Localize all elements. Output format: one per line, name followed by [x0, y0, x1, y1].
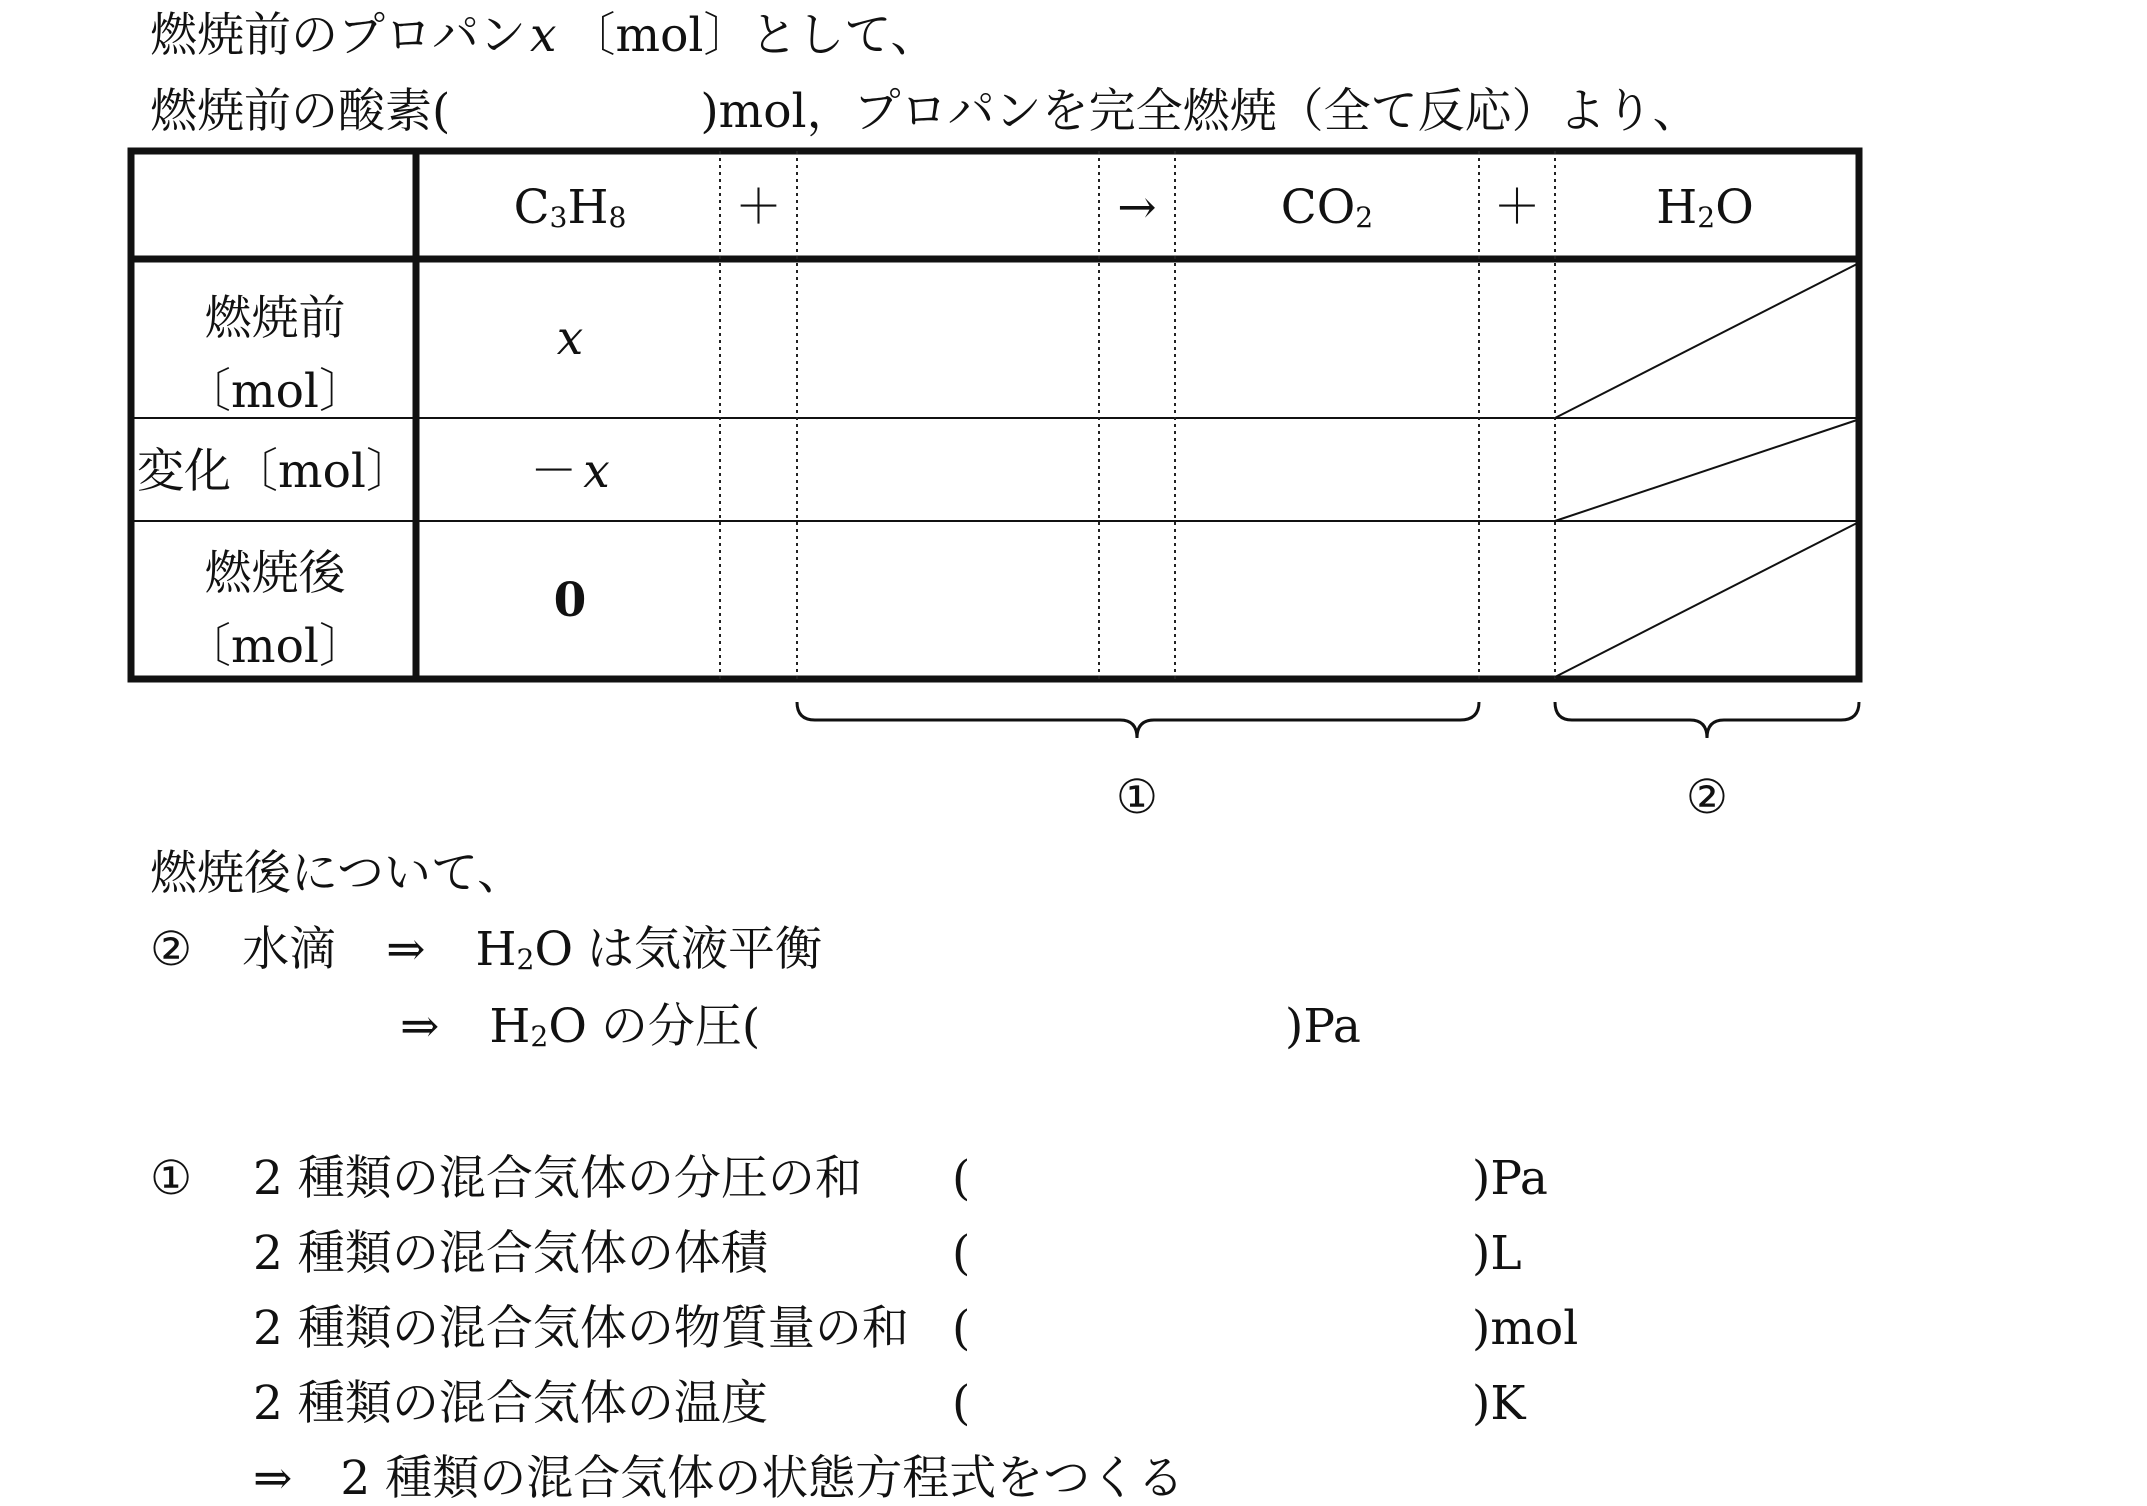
- item2-partial-pressure-suffix: )Pa: [1285, 999, 1361, 1054]
- item1-conclusion: [253, 1451, 1185, 1506]
- item1-line-1-label: 2 種類の混合気体の分圧の和: [253, 1151, 862, 1206]
- item1-line-2-open: (: [952, 1226, 971, 1281]
- item1-line-3-close: )mol: [1472, 1301, 1579, 1356]
- item1-line-1-open: (: [952, 1151, 971, 1206]
- header-plus-1: ＋: [735, 180, 782, 235]
- item1-line-2-label: 2 種類の混合気体の体積: [253, 1226, 768, 1281]
- header-h2o: $H_2O$: [1656, 180, 1754, 235]
- h2o-slash-row-2: [1555, 420, 1857, 521]
- item2-arrow: ⇒: [386, 922, 426, 977]
- header-c3h8: $C_3H_8$: [513, 180, 627, 235]
- item1-conclusion-arrow: ⇒: [253, 1451, 293, 1506]
- c3h8-change-value: － x: [530, 444, 610, 499]
- item2-arrow-2: ⇒: [400, 999, 440, 1054]
- item2-marker: ②: [150, 922, 193, 977]
- row-label-after: 燃焼後 〔mol〕: [184, 546, 366, 674]
- after-title: 燃焼後について、: [150, 846, 525, 901]
- item1-conclusion-text: 2 種類の混合気体の状態方程式をつくる: [340, 1451, 1185, 1506]
- brace-label-1: ①: [1115, 770, 1159, 825]
- item2-line-2: [400, 999, 761, 1054]
- item1-marker: ①: [150, 1151, 193, 1206]
- header-plus-2: ＋: [1493, 180, 1541, 235]
- brace-water: [1555, 702, 1859, 738]
- item2-h2o-2: $H_2O$: [489, 999, 587, 1054]
- item2-word: 水滴: [242, 922, 337, 977]
- brace-label-2: ②: [1685, 770, 1729, 825]
- intro-variable-x: x: [530, 8, 557, 63]
- intro-line-1-unit: 〔mol〕として、: [568, 8, 938, 63]
- item2-partial-pressure-label: の分圧(: [600, 999, 761, 1054]
- item1-line-3-open: (: [952, 1301, 971, 1356]
- row-label-before: 燃焼前 〔mol〕: [184, 291, 366, 419]
- header-co2: $CO_2$: [1280, 180, 1374, 235]
- item1-line-2-close: )L: [1472, 1226, 1522, 1281]
- intro-line-1-text: 燃焼前のプロパン: [150, 8, 526, 63]
- header-arrow: →: [1117, 180, 1157, 235]
- c3h8-before-value: x: [556, 311, 584, 366]
- oxygen-before-label: 燃焼前の酸素(: [150, 84, 451, 139]
- item2-h2o: $H_2O$: [475, 922, 574, 977]
- row-label-change: 変化〔mol〕: [137, 444, 413, 499]
- item1-line-3-label: 2 種類の混合気体の物質量の和: [253, 1301, 909, 1356]
- item1-line-4-label: 2 種類の混合気体の温度: [253, 1376, 768, 1431]
- h2o-slash-row-1: [1555, 264, 1857, 418]
- item2-line-1: [150, 922, 823, 977]
- item1-line-1-close: )Pa: [1472, 1151, 1548, 1206]
- c3h8-after-value: 0: [553, 573, 587, 628]
- h2o-slash-row-3: [1555, 523, 1857, 677]
- item1-line-4-close: )K: [1472, 1376, 1526, 1431]
- brace-gas-mixture: [797, 702, 1479, 738]
- oxygen-before-suffix: )mol，プロパンを完全燃焼（全て反応）より、: [700, 84, 1700, 139]
- item1-line-4-open: (: [952, 1376, 971, 1431]
- item2-text1: は気液平衡: [587, 922, 823, 977]
